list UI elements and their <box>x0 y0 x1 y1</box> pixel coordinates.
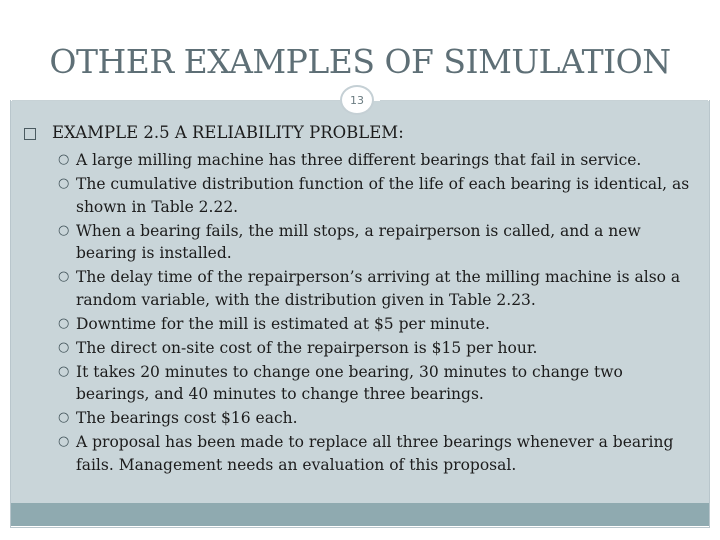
list-item: ○ A proposal has been made to replace all three bearings whenever a bearing fails. Management needs an evaluation of this proposal. <box>58 433 674 474</box>
ring-bullet-icon: ○ <box>58 315 70 331</box>
ring-bullet-icon: ○ <box>58 363 70 379</box>
ring-bullet-icon: ○ <box>58 152 70 167</box>
list-item: ○ The delay time of the repairperson’s arriving at the milling machine is also a random variable, with the distribution given in Table 2.23. <box>58 268 681 309</box>
list-item: ○ The direct on-site cost of the repairperson is $15 per hour. <box>58 337 698 360</box>
list-item: ○ Downtime for the mill is estimated at $5 per minute. <box>58 313 698 336</box>
ring-bullet-icon: ○ <box>58 410 70 425</box>
list-item: ○ The bearings cost $16 each. <box>58 407 698 430</box>
ring-bullet-icon: ○ <box>58 176 70 191</box>
list-item: ○ It takes 20 minutes to change one bearing, 30 minutes to change two bearings, and 40 minutes to change three bearings. <box>58 362 623 403</box>
ring-bullet-icon: ○ <box>58 269 70 284</box>
ring-bullet-icon: ○ <box>58 339 70 355</box>
page-number-badge: 13 <box>340 85 374 115</box>
list-item: ○ When a bearing fails, the mill stops, a repairperson is called, and a new bearing is installed. <box>58 221 641 262</box>
footer-bar <box>11 503 709 526</box>
list-item: ○ The cumulative distribution function of the life of each bearing is identical, as shown in Table 2.22. <box>58 175 690 216</box>
ring-bullet-icon: ○ <box>58 222 70 238</box>
content-area <box>11 101 709 503</box>
square-bullet-icon <box>24 128 36 140</box>
sub-bullet-list <box>58 149 698 478</box>
slide-title: OTHER EXAMPLES OF SIMULATION <box>49 42 671 81</box>
heading-bullet-text: EXAMPLE 2.5 A RELIABILITY PROBLEM: <box>52 123 404 142</box>
heading-bullet <box>24 123 404 142</box>
ring-bullet-icon: ○ <box>58 434 70 449</box>
list-item: ○ A large milling machine has three different bearings that fail in service. <box>58 149 698 172</box>
